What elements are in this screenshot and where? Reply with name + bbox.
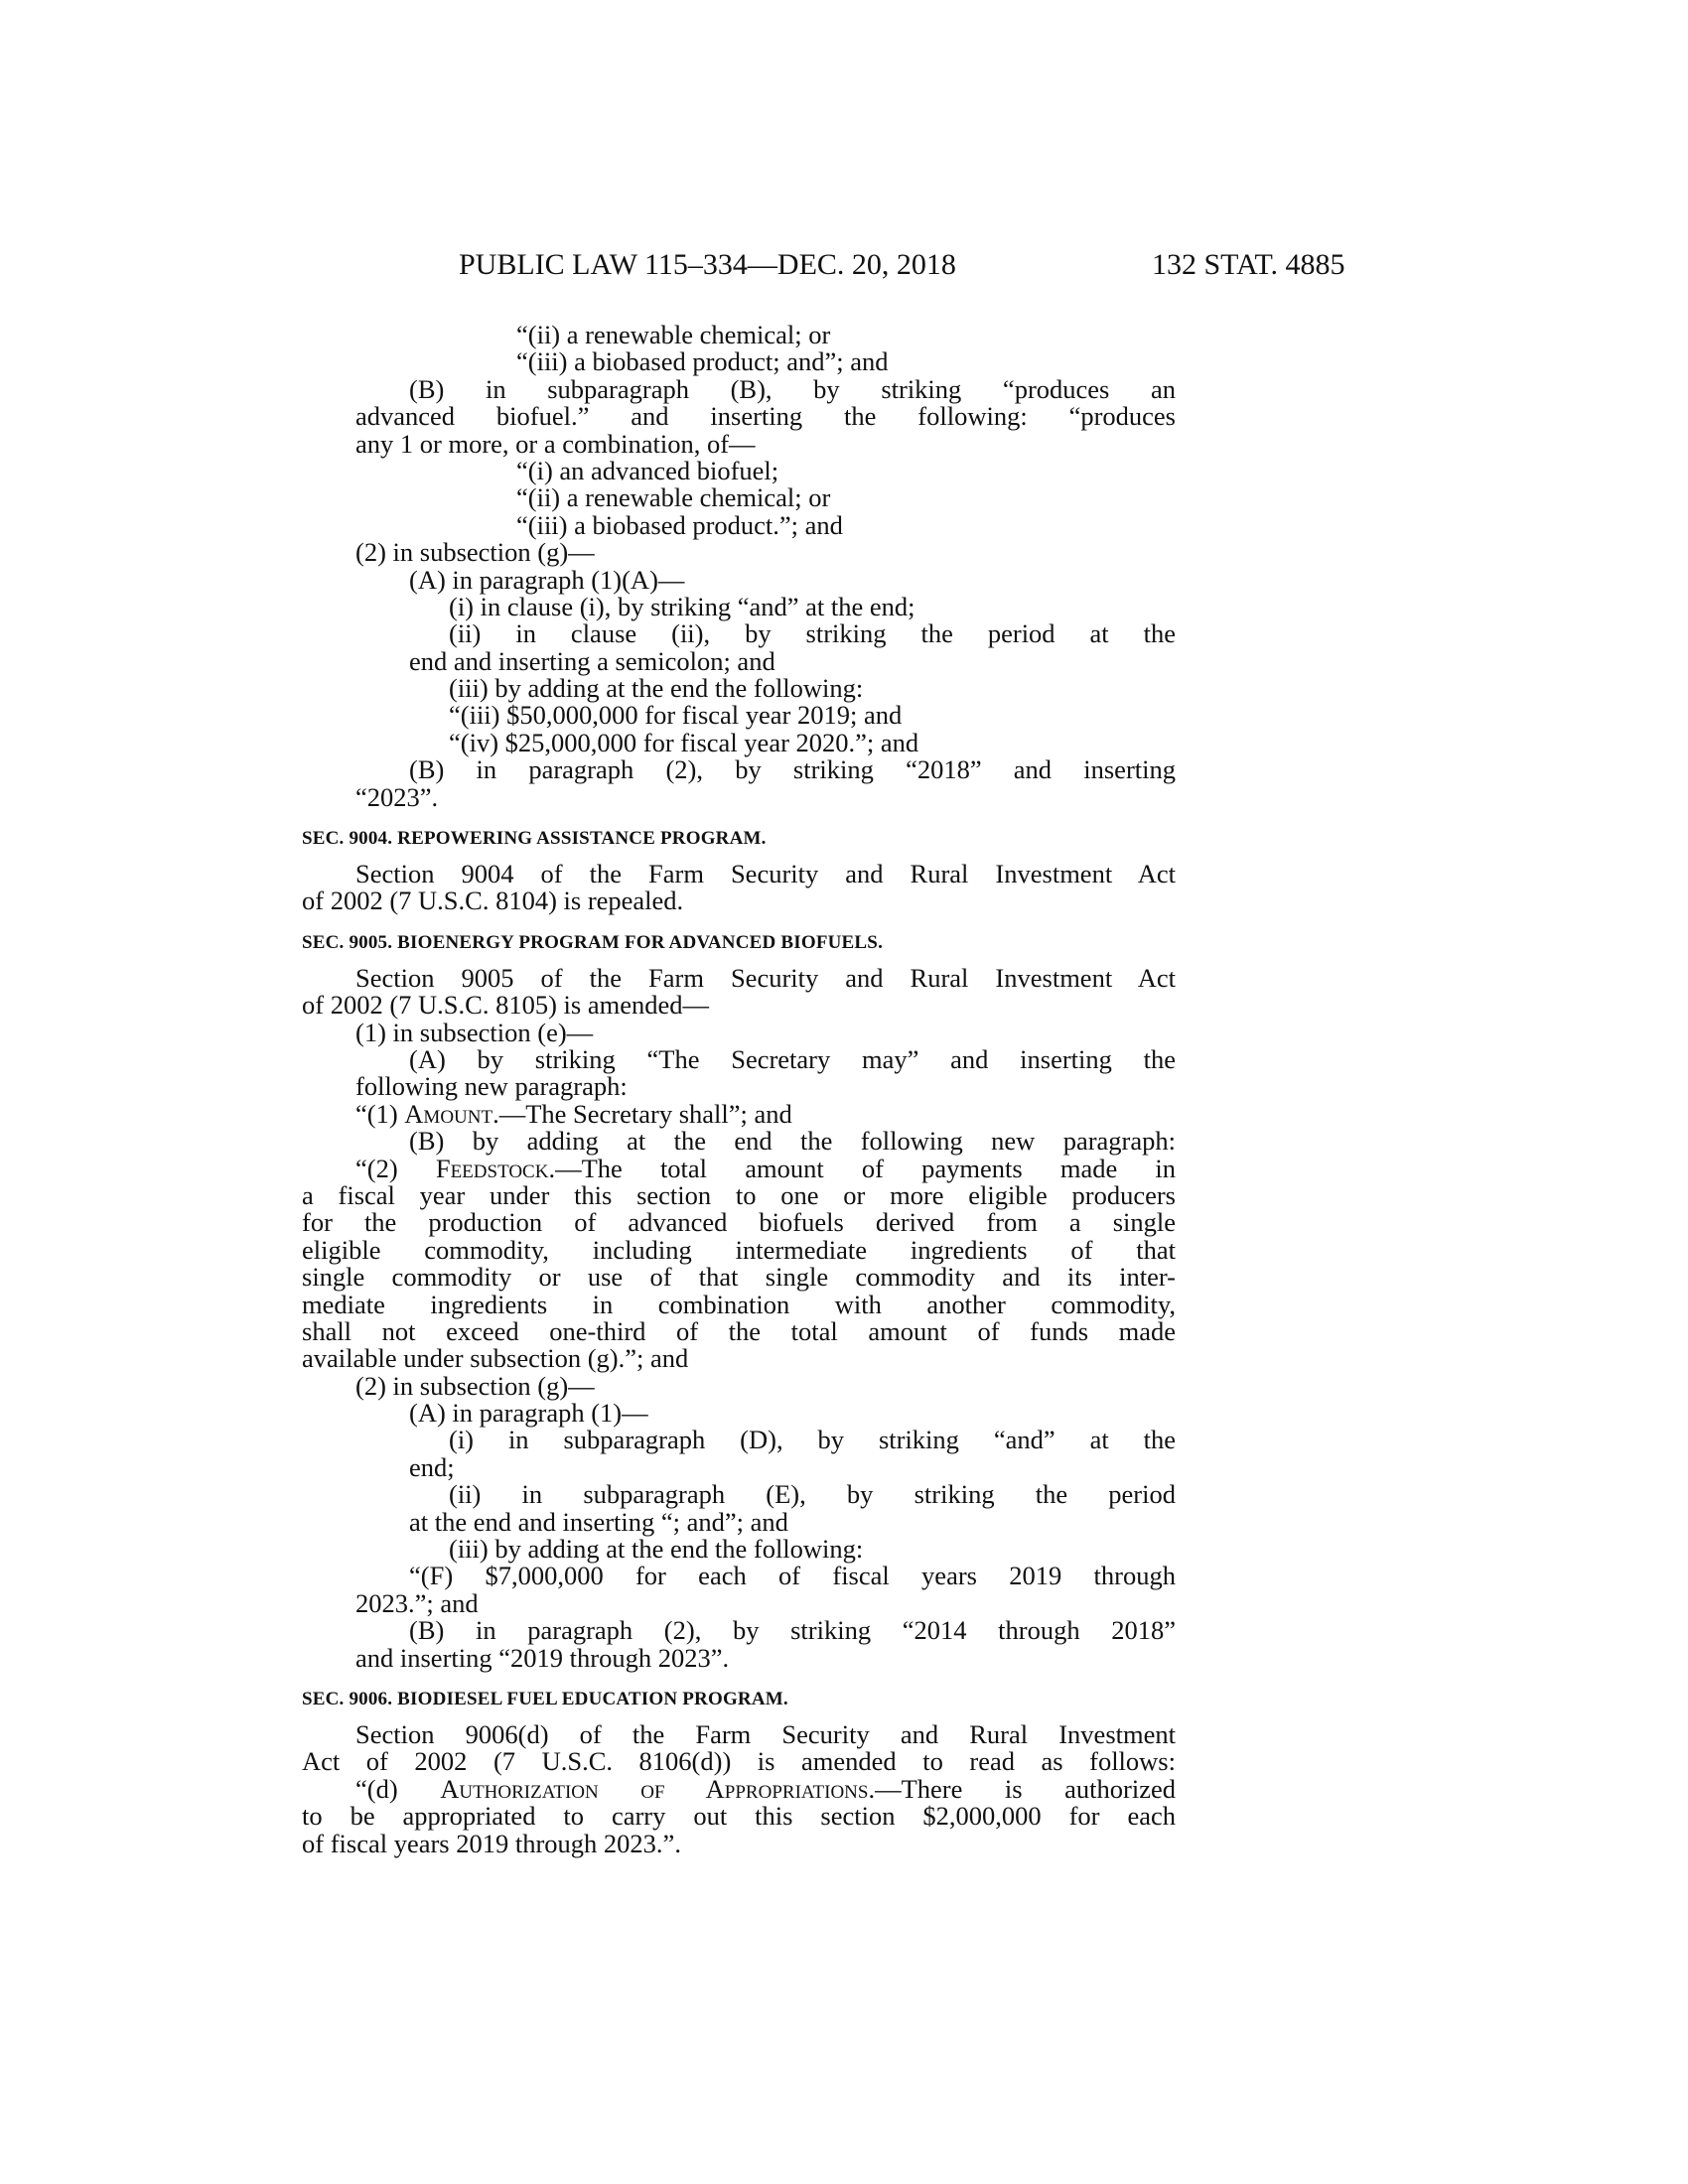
text-line: “(iv) $25,000,000 for fiscal year 2020.”; and [449, 727, 919, 757]
small-caps-heading: Authorization of Appropriations [440, 1773, 869, 1804]
small-caps-heading: Amount [404, 1098, 493, 1129]
text-line: Section 9006(d) of the Farm Security and Rural Investment [355, 1718, 1176, 1749]
running-header-page-number: 132 STAT. 4885 [1152, 248, 1345, 281]
text-line: “(1) Amount.—The Secretary shall”; and [355, 1098, 792, 1129]
section-heading: SEC. 9005. BIOENERGY PROGRAM FOR ADVANCED BIOFUELS. [302, 931, 884, 953]
text-line: “2023”. [355, 781, 439, 812]
text-line: (A) in paragraph (1)— [409, 1398, 648, 1429]
text-line: single commodity or use of that single commodity and its inter- [302, 1262, 1176, 1293]
text-line: (A) in paragraph (1)(A)— [409, 564, 685, 595]
text-line: (2) in subsection (g)— [355, 537, 595, 568]
text-line: (ii) in clause (ii), by striking the period at the [449, 618, 1176, 649]
text-line: for the production of advanced biofuels derived from a single [302, 1207, 1176, 1238]
text-line: (2) in subsection (g)— [355, 1370, 595, 1401]
section-heading: SEC. 9006. BIODIESEL FUEL EDUCATION PROGRAM. [302, 1688, 788, 1709]
text-line: eligible commodity, including intermediate ingredients of that [302, 1234, 1176, 1265]
text-line: following new paragraph: [355, 1071, 628, 1102]
text-line: “(i) an advanced biofuel; [516, 455, 779, 485]
text-line: “(ii) a renewable chemical; or [516, 320, 831, 349]
text-line: mediate ingredients in combination with another commodity, [302, 1289, 1176, 1319]
text-line: available under subsection (g).”; and [302, 1343, 689, 1374]
text-line: (B) in paragraph (2), by striking “2014 through 2018” [409, 1615, 1176, 1646]
text-line: and inserting “2019 through 2023”. [355, 1642, 730, 1673]
text-line: “(iii) a biobased product.”; and [516, 509, 843, 540]
text-line: end and inserting a semicolon; and [409, 645, 775, 676]
text-line: of fiscal years 2019 through 2023.”. [302, 1828, 681, 1858]
text-line: (iii) by adding at the end the following: [449, 673, 864, 704]
text-line: Act of 2002 (7 U.S.C. 8106(d)) is amended to read as follows: [302, 1746, 1176, 1777]
running-header-title: PUBLIC LAW 115–334—DEC. 20, 2018 [459, 248, 956, 281]
text-line: 2023.”; and [355, 1587, 479, 1618]
text-line: (A) by striking “The Secretary may” and inserting the [409, 1043, 1176, 1074]
text-line: end; [409, 1451, 455, 1482]
text-line: at the end and inserting “; and”; and [409, 1506, 788, 1537]
text-line: (i) in subparagraph (D), by striking “and” at the [449, 1425, 1176, 1455]
text-line: of 2002 (7 U.S.C. 8104) is repealed. [302, 886, 684, 916]
text-line: (B) in subparagraph (B), by striking “produces an [409, 373, 1176, 404]
text-line: (B) by adding at the end the following new paragraph: [409, 1126, 1176, 1157]
text-line: “(iii) $50,000,000 for fiscal year 2019; and [449, 700, 903, 731]
text-line: advanced biofuel.” and inserting the following: “produces [355, 401, 1176, 432]
small-caps-heading: Feedstock [435, 1153, 549, 1183]
section-heading: SEC. 9004. REPOWERING ASSISTANCE PROGRAM. [302, 828, 767, 850]
text-line: (ii) in subparagraph (E), by striking the period [449, 1479, 1176, 1510]
text-line: “(iii) a biobased product; and”; and [516, 346, 889, 377]
document-body [302, 322, 1176, 1857]
text-line: (i) in clause (i), by striking “and” at the end; [449, 591, 915, 621]
text-line: “(2) Feedstock.—The total amount of payments made in [355, 1153, 1176, 1183]
text-line: “(ii) a renewable chemical; or [516, 482, 831, 513]
text-line: “(F) $7,000,000 for each of fiscal years 2019 through [409, 1561, 1176, 1591]
text-line: shall not exceed one-third of the total amount of funds made [302, 1315, 1176, 1346]
text-line: of 2002 (7 U.S.C. 8105) is amended— [302, 990, 709, 1021]
text-line: (1) in subsection (e)— [355, 1017, 594, 1047]
text-line: any 1 or more, or a combination, of— [355, 428, 756, 459]
text-line: (B) in paragraph (2), by striking “2018” and inserting [409, 754, 1176, 785]
text-line: (iii) by adding at the end the following: [449, 1534, 864, 1565]
text-line: Section 9005 of the Farm Security and Rural Investment Act [355, 962, 1176, 993]
text-line: a fiscal year under this section to one or more eligible producers [302, 1179, 1176, 1210]
text-line: Section 9004 of the Farm Security and Rural Investment Act [355, 859, 1176, 889]
text-line: “(d) Authorization of Appropriations.—There is authorized [355, 1773, 1176, 1804]
text-line: to be appropriated to carry out this section $2,000,000 for each [302, 1801, 1176, 1832]
